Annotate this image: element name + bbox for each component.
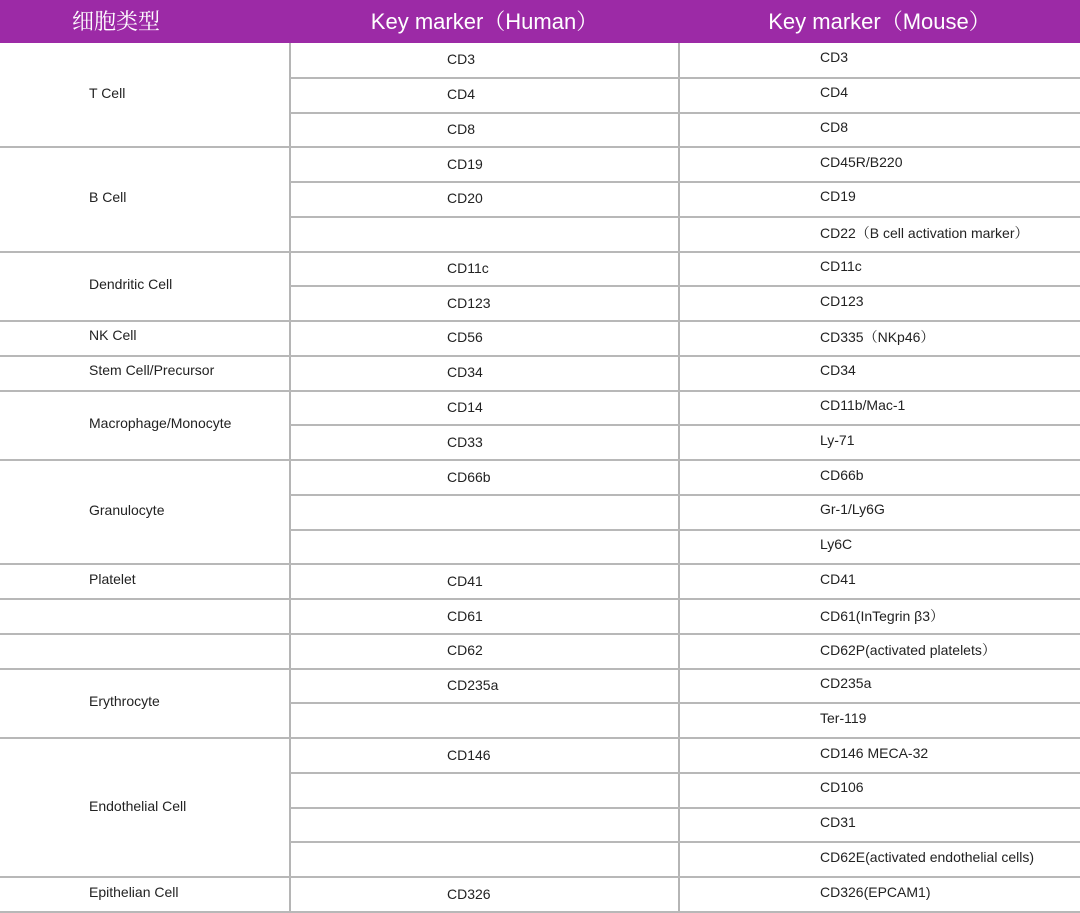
group-divider xyxy=(0,390,290,392)
human-marker-cell: CD33 xyxy=(447,433,483,450)
group-divider xyxy=(0,668,290,670)
human-marker-cell: CD3 xyxy=(447,51,476,68)
mouse-marker-cell: CD62E(activated endothelial cells) xyxy=(820,848,1034,865)
cell-type-label: B Cell xyxy=(89,189,127,206)
human-marker-cell: CD11c xyxy=(447,259,489,276)
mouse-marker-cell: CD45R/B220 xyxy=(820,153,903,170)
row-divider xyxy=(290,285,1080,287)
mouse-marker-cell: CD61(InTegrin β3） xyxy=(820,607,944,624)
human-marker-cell: CD4 xyxy=(447,86,476,103)
mouse-marker-cell: CD335（NKp46） xyxy=(820,329,935,346)
row-divider xyxy=(290,320,1080,322)
mouse-marker-cell: CD3 xyxy=(820,49,849,66)
human-marker-cell: CD235a xyxy=(447,677,499,694)
header-cell-human: Key marker（Human） xyxy=(370,9,599,34)
human-marker-cell: CD19 xyxy=(447,155,483,172)
group-divider xyxy=(0,459,290,461)
mouse-marker-cell: CD62P(activated platelets） xyxy=(820,642,996,659)
mouse-marker-cell: CD106 xyxy=(820,779,864,796)
mouse-marker-cell: Ly6C xyxy=(820,536,853,553)
row-divider xyxy=(290,355,1080,357)
group-divider xyxy=(0,563,290,565)
group-divider xyxy=(0,146,290,148)
mouse-marker-cell: CD22（B cell activation marker） xyxy=(820,225,1029,242)
row-divider xyxy=(290,876,1080,878)
row-divider xyxy=(290,737,1080,739)
row-divider xyxy=(290,390,1080,392)
group-divider xyxy=(0,737,290,739)
row-divider xyxy=(290,529,1080,531)
cell-type-label: Epithelian Cell xyxy=(89,883,179,900)
human-marker-cell: CD123 xyxy=(447,294,491,311)
marker-table xyxy=(0,43,1080,913)
mouse-marker-cell: CD235a xyxy=(820,675,872,692)
row-divider xyxy=(290,424,1080,426)
mouse-marker-cell: Gr-1/Ly6G xyxy=(820,501,885,518)
row-divider xyxy=(290,77,1080,79)
mouse-marker-cell: CD41 xyxy=(820,570,856,587)
row-divider xyxy=(290,841,1080,843)
human-marker-cell: CD34 xyxy=(447,364,483,381)
group-divider xyxy=(0,320,290,322)
header-cell-type: 细胞类型 xyxy=(71,9,160,34)
column-divider xyxy=(289,43,291,913)
row-divider xyxy=(290,146,1080,148)
mouse-marker-cell: CD326(EPCAM1) xyxy=(820,883,931,900)
cell-type-label: Platelet xyxy=(89,570,136,587)
row-divider xyxy=(290,251,1080,253)
cell-type-label: Erythrocyte xyxy=(89,693,160,710)
row-divider xyxy=(290,702,1080,704)
group-divider xyxy=(0,598,290,600)
group-divider xyxy=(0,633,290,635)
cell-type-label: Stem Cell/Precursor xyxy=(89,362,215,379)
table-header xyxy=(0,0,1080,43)
mouse-marker-cell: CD146 MECA-32 xyxy=(820,744,929,761)
human-marker-cell: CD41 xyxy=(447,572,483,589)
row-divider xyxy=(290,807,1080,809)
human-marker-cell: CD20 xyxy=(447,190,483,207)
row-divider xyxy=(290,633,1080,635)
row-divider xyxy=(290,563,1080,565)
row-divider xyxy=(290,112,1080,114)
mouse-marker-cell: CD4 xyxy=(820,84,849,101)
human-marker-cell: CD56 xyxy=(447,329,483,346)
mouse-marker-cell: CD66b xyxy=(820,466,864,483)
group-divider xyxy=(0,876,290,878)
row-divider xyxy=(290,459,1080,461)
mouse-marker-cell: CD31 xyxy=(820,814,856,831)
cell-type-label: Macrophage/Monocyte xyxy=(89,415,232,432)
human-marker-cell: CD14 xyxy=(447,398,483,415)
cell-type-label: T Cell xyxy=(89,85,126,102)
mouse-marker-cell: CD34 xyxy=(820,362,856,379)
human-marker-cell: CD8 xyxy=(447,120,476,137)
mouse-marker-cell: CD11b/Mac-1 xyxy=(820,396,906,413)
row-divider xyxy=(290,494,1080,496)
human-marker-cell: CD62 xyxy=(447,642,483,659)
mouse-marker-cell: CD123 xyxy=(820,292,864,309)
mouse-marker-cell: Ly-71 xyxy=(820,431,855,448)
cell-type-label: NK Cell xyxy=(89,327,137,344)
mouse-marker-cell: CD8 xyxy=(820,118,849,135)
row-divider xyxy=(290,181,1080,183)
row-divider xyxy=(290,598,1080,600)
mouse-marker-cell: CD11c xyxy=(820,257,862,274)
human-marker-cell: CD146 xyxy=(447,746,491,763)
group-divider xyxy=(0,355,290,357)
group-divider xyxy=(0,251,290,253)
row-divider xyxy=(290,216,1080,218)
human-marker-cell: CD66b xyxy=(447,468,491,485)
mouse-marker-cell: CD19 xyxy=(820,188,856,205)
row-divider xyxy=(290,772,1080,774)
row-divider xyxy=(290,668,1080,670)
human-marker-cell: CD61 xyxy=(447,607,483,624)
mouse-marker-cell: Ter-119 xyxy=(820,709,867,726)
header-cell-mouse: Key marker（Mouse） xyxy=(768,9,991,34)
human-marker-cell: CD326 xyxy=(447,885,491,902)
cell-type-label: Granulocyte xyxy=(89,502,165,519)
column-divider xyxy=(678,43,680,913)
cell-type-label: Dendritic Cell xyxy=(89,276,173,293)
cell-type-label: Endothelial Cell xyxy=(89,797,187,814)
